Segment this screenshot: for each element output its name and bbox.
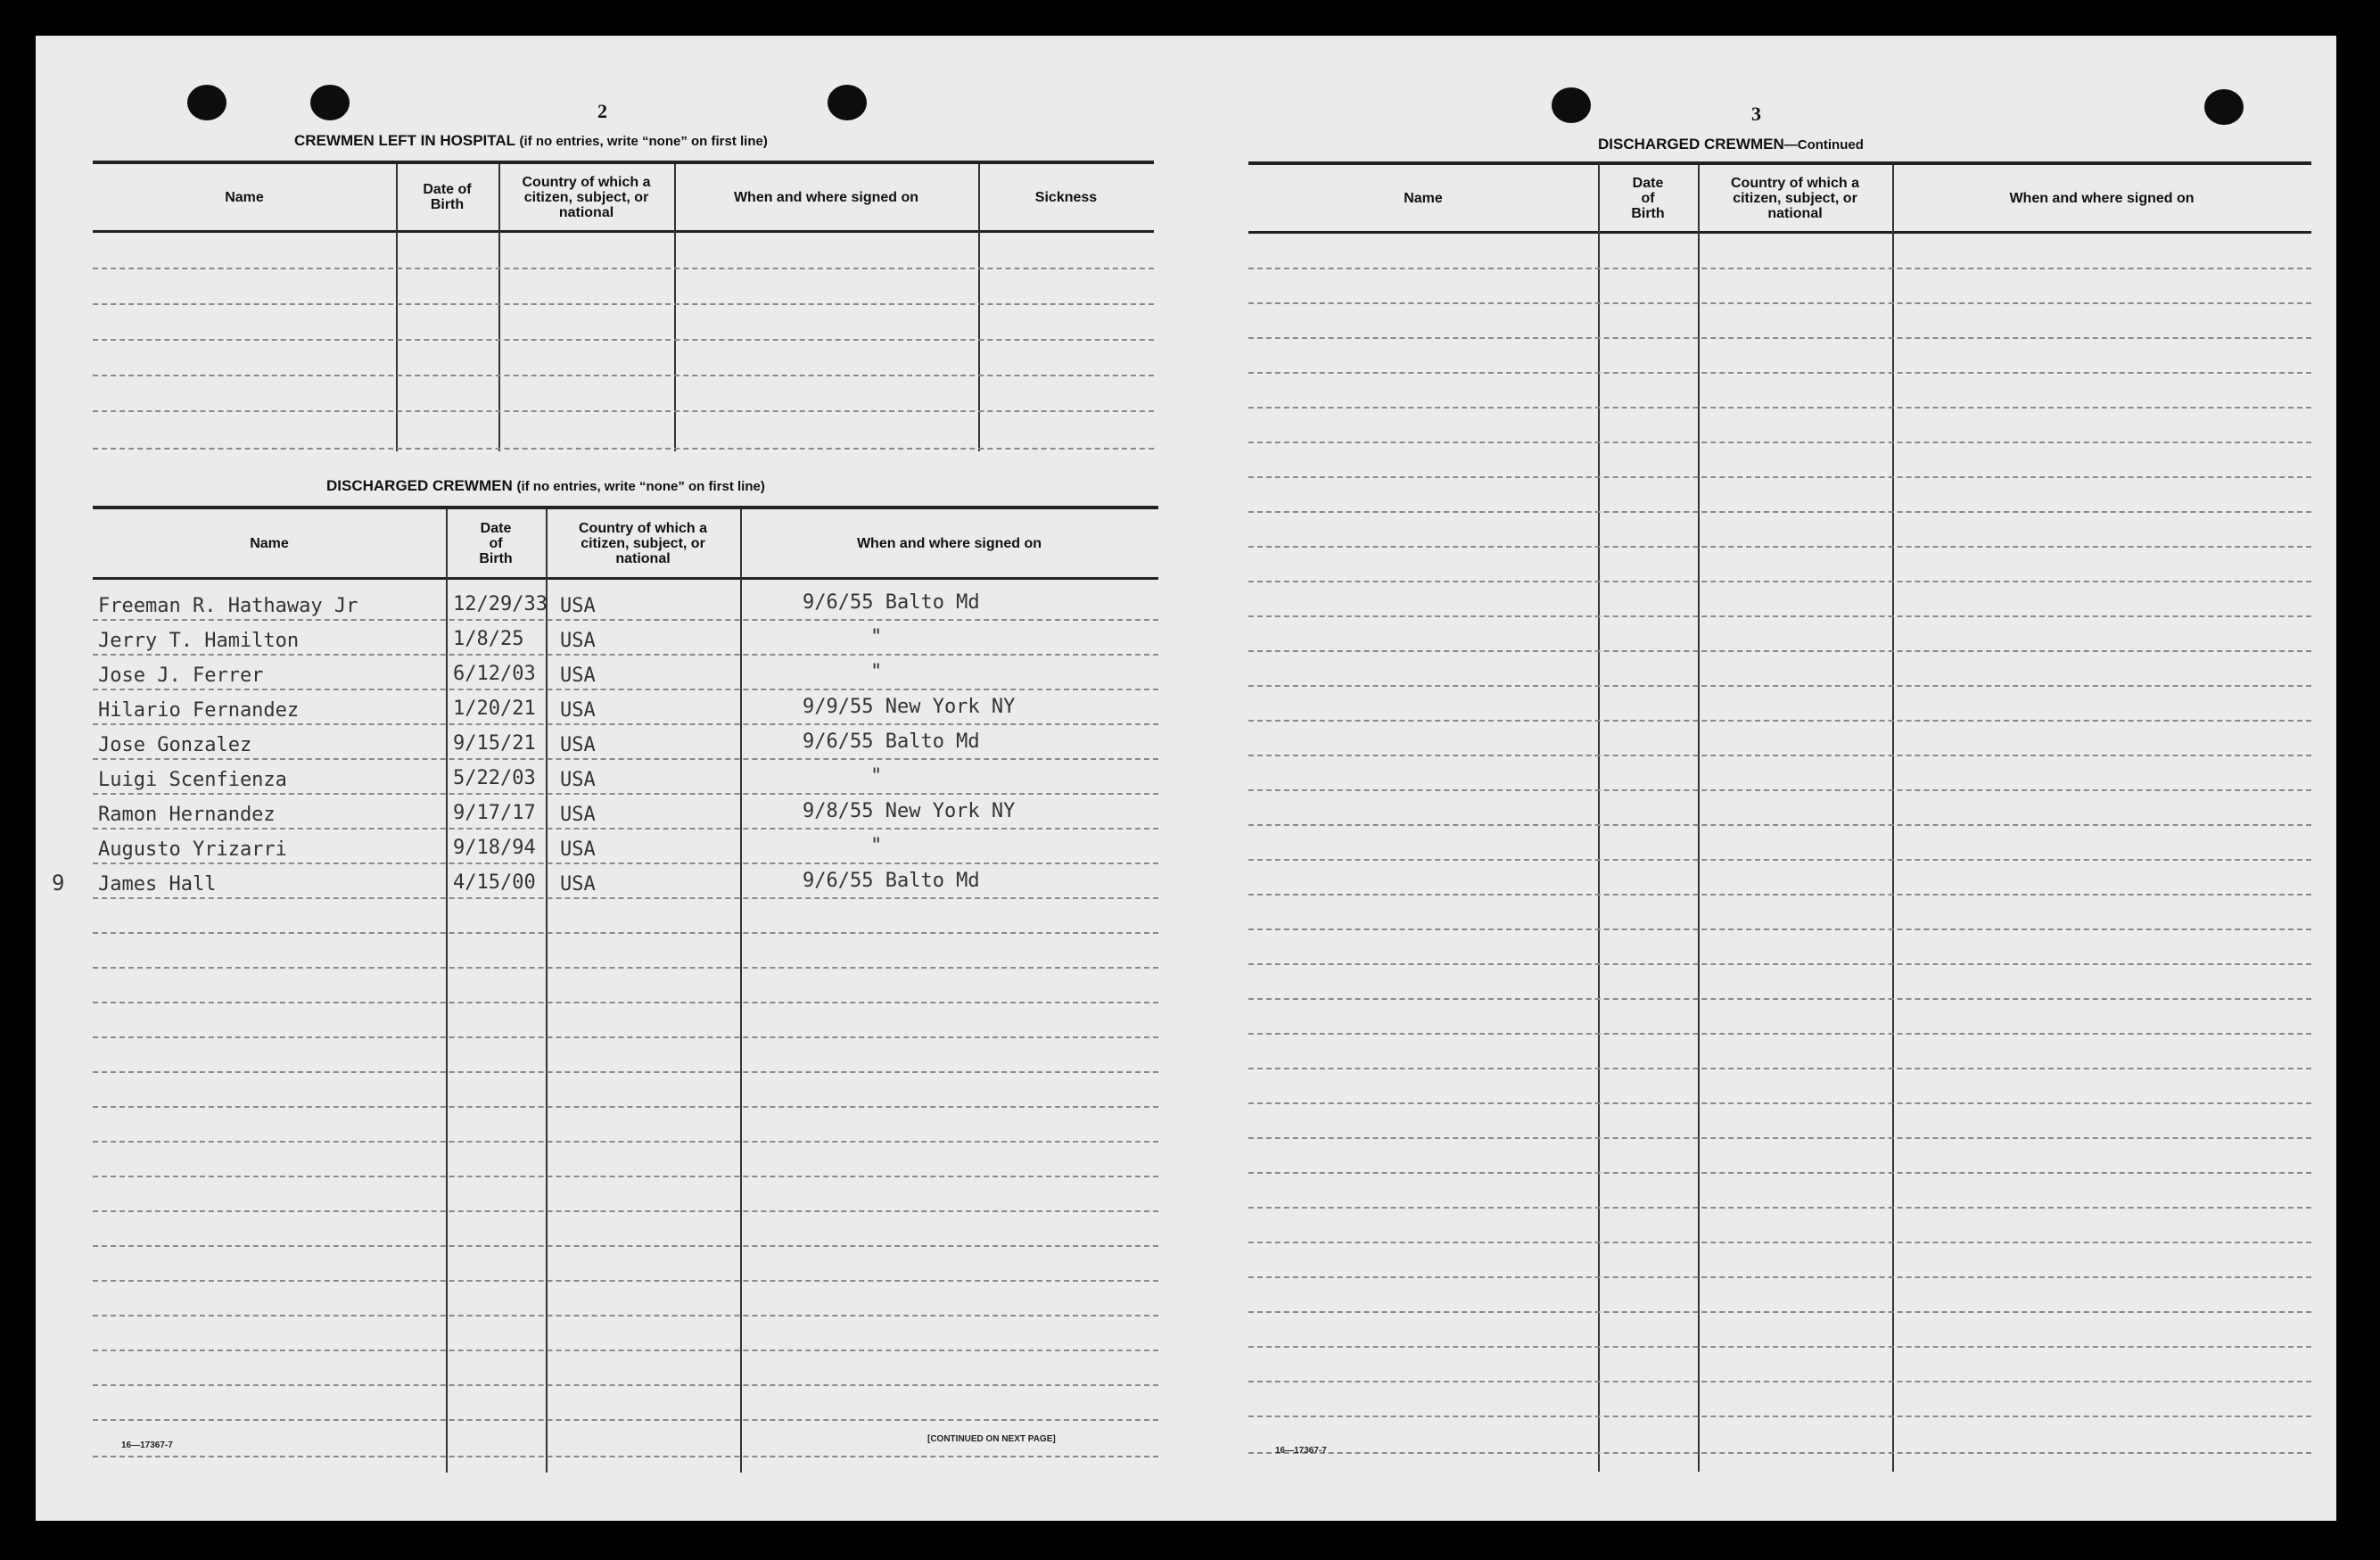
continued-header-country: Country of which a citizen, subject, or national	[1731, 175, 1859, 221]
row-country: USA	[560, 595, 596, 617]
discharged-header-dob: Date of Birth	[479, 520, 513, 566]
page-number-right: 3	[1751, 103, 1761, 125]
row-signed: 9/9/55 New York NY	[803, 696, 1016, 718]
row-dob: 9/17/17	[453, 802, 536, 824]
punch-hole-1	[187, 85, 226, 120]
hospital-header-sickness: Sickness	[1034, 189, 1098, 205]
row-signed: "	[870, 661, 883, 683]
discharged-header-signed: When and where signed on	[856, 535, 1042, 551]
form-number-left: 16—17367-7	[121, 1440, 173, 1450]
page-number-left: 2	[597, 100, 607, 122]
discharged-table	[93, 506, 1158, 1473]
row-signed: 9/6/55 Balto Md	[803, 591, 980, 614]
discharged-title: DISCHARGED CREWMEN (if no entries, write “none” on first line)	[326, 477, 765, 494]
row-dob: 6/12/03	[453, 663, 536, 685]
hospital-header-dob: Date of Birth	[423, 182, 472, 212]
row-name: Augusto Yrizarri	[98, 838, 287, 861]
form-number-right: 16—17367-7	[1275, 1446, 1327, 1456]
row-name: James Hall	[98, 873, 217, 896]
row-name: Freeman R. Hathaway Jr	[98, 595, 358, 617]
discharged-header-name: Name	[250, 535, 289, 551]
row-country: USA	[560, 664, 596, 687]
row-name: Jose Gonzalez	[98, 734, 252, 756]
row-country: USA	[560, 699, 596, 722]
row-signed: 9/6/55 Balto Md	[803, 730, 980, 753]
row-signed: "	[870, 626, 883, 648]
row-country: USA	[560, 838, 596, 861]
row-country: USA	[560, 769, 596, 791]
row-signed: "	[870, 765, 883, 788]
punch-hole-4	[1552, 87, 1591, 123]
row-signed: 9/6/55 Balto Md	[803, 870, 980, 892]
continued-header-signed: When and where signed on	[2009, 190, 2195, 206]
row-signed: "	[870, 835, 883, 857]
document-sheet	[36, 36, 2336, 1521]
row-name: Jerry T. Hamilton	[98, 630, 300, 652]
row-country: USA	[560, 630, 596, 652]
punch-hole-3	[828, 85, 867, 120]
hospital-title: CREWMEN LEFT IN HOSPITAL (if no entries, write “none” on first line)	[294, 132, 768, 149]
row-dob: 1/20/21	[453, 697, 536, 720]
punch-hole-5	[2204, 89, 2244, 125]
margin-note: 9	[52, 871, 65, 896]
row-country: USA	[560, 734, 596, 756]
continued-header-name: Name	[1404, 190, 1443, 206]
hospital-table	[93, 161, 1154, 451]
row-dob: 1/8/25	[453, 628, 524, 650]
row-dob: 4/15/00	[453, 871, 536, 894]
continued-header-dob: Date of Birth	[1631, 175, 1665, 221]
continued-note: [CONTINUED ON NEXT PAGE]	[927, 1434, 1056, 1444]
hospital-header-signed: When and where signed on	[733, 189, 919, 205]
row-dob: 12/29/33	[453, 593, 548, 615]
discharged-header-country: Country of which a citizen, subject, or national	[579, 520, 707, 566]
row-dob: 5/22/03	[453, 767, 536, 789]
row-name: Hilario Fernandez	[98, 699, 300, 722]
hospital-header-country: Country of which a citizen, subject, or national	[522, 174, 651, 220]
continued-title: DISCHARGED CREWMEN—Continued	[1598, 136, 1864, 153]
row-name: Luigi Scenfienza	[98, 769, 287, 791]
row-dob: 9/18/94	[453, 837, 536, 859]
row-signed: 9/8/55 New York NY	[803, 800, 1016, 822]
row-country: USA	[560, 804, 596, 826]
row-country: USA	[560, 873, 596, 896]
row-dob: 9/15/21	[453, 732, 536, 755]
row-name: Ramon Hernandez	[98, 804, 276, 826]
continued-table	[1248, 161, 2311, 1472]
row-name: Jose J. Ferrer	[98, 664, 264, 687]
punch-hole-2	[310, 85, 350, 120]
hospital-header-name: Name	[225, 189, 264, 205]
